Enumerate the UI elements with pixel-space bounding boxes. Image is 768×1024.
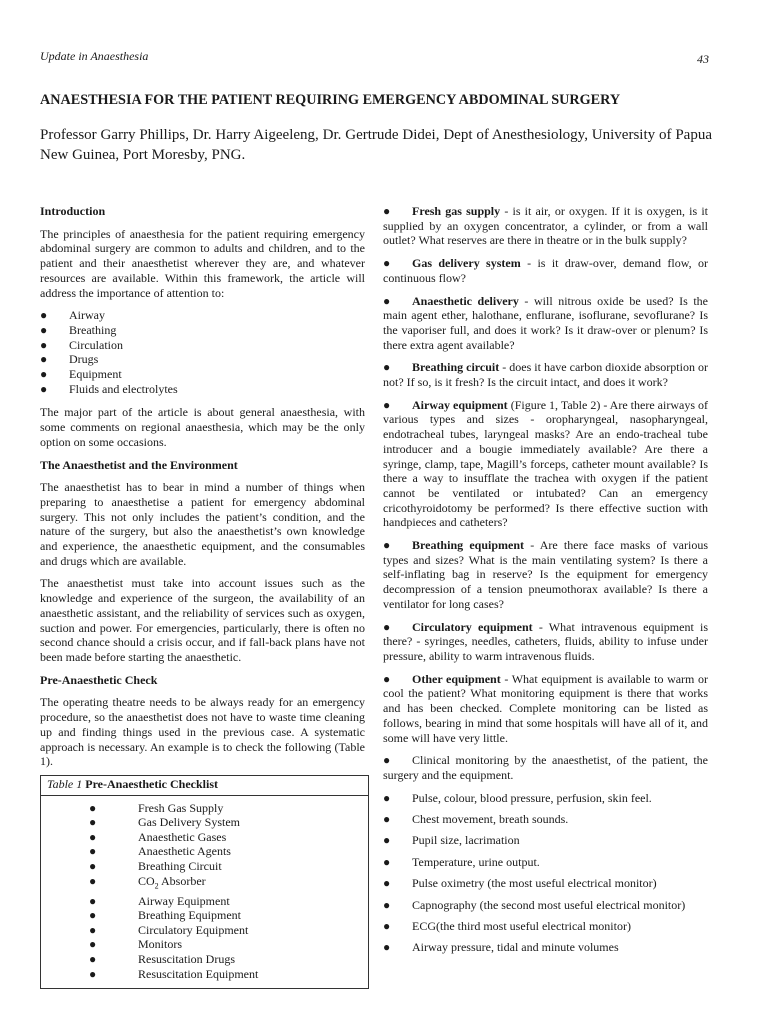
bullet-icon: ● xyxy=(89,858,97,873)
bullet-icon: ● xyxy=(40,352,48,367)
table-cell: Resuscitation Equipment xyxy=(138,966,259,981)
bullet-icon: ● xyxy=(383,812,391,826)
table-cell: Anaesthetic Gases xyxy=(138,829,227,844)
bullet-icon: ● xyxy=(89,873,97,888)
table-cell: Breathing Equipment xyxy=(138,908,241,923)
table-caption xyxy=(41,776,368,796)
table-row xyxy=(41,801,368,816)
list-item-text: Pulse, colour, blood pressure, perfusion, skin feel. xyxy=(412,790,652,805)
checklist-paragraph-anaesthetic-delivery: ● Anaesthetic delivery - will nitrous oxide be used? Is the main agent ether, halothane, enflurane, isoflurane, sevoflurane? Is the vaporiser full, and does it work? Is it draw-over or plenum? Is there extra agent available? xyxy=(383,293,708,352)
table-row xyxy=(41,952,368,967)
bullet-icon: ● xyxy=(383,854,391,869)
intro-paragraph-1: The principles of anaesthesia for the patient requiring emergency abdominal surgery are common to adults and children, and to the patient and their anaesthetist wherever they are, and whatever resources are available. Within this framework, the article will address the importance of attention to: xyxy=(40,226,365,300)
monitoring-list xyxy=(383,791,708,955)
checklist-paragraph-other-equipment: ● Other equipment - What equipment is available to warm or cool the patient? What monitoring equipment is there that works and has been checked. Complete monitoring can be listed as follows, bearing in mind that some hospitals will have all of it, and some will have very little. xyxy=(383,671,708,745)
table-cell: Fresh Gas Supply xyxy=(138,800,224,815)
list-item xyxy=(40,323,365,338)
list-item-text: Fluids and electrolytes xyxy=(69,381,178,396)
list-item xyxy=(383,919,708,934)
checklist xyxy=(41,796,368,989)
table-cell: Resuscitation Drugs xyxy=(138,951,235,966)
bullet-icon: ● xyxy=(383,397,391,412)
bullet-icon: ● xyxy=(383,940,391,955)
bullet-icon: ● xyxy=(383,619,391,634)
subscript: 2 xyxy=(154,880,159,890)
bullet-icon: ● xyxy=(89,908,97,923)
right-column xyxy=(383,204,708,962)
list-item-text: Pupil size, lacrimation xyxy=(412,833,520,848)
bullet-icon: ● xyxy=(383,360,391,375)
table-label: Table 1 xyxy=(47,776,83,791)
table-cell: Monitors xyxy=(138,937,183,952)
bullet-icon: ● xyxy=(89,966,97,981)
article-authors: Professor Garry Phillips, Dr. Harry Aigeeleng, Dr. Gertrude Didei, Dept of Anesthesiology, University of Papua New Guinea, Port Moresby, PNG. xyxy=(40,127,712,163)
table-row xyxy=(41,874,368,894)
bullet-icon: ● xyxy=(89,951,97,966)
bullet-icon: ● xyxy=(40,322,48,337)
list-item-text: Drugs xyxy=(69,352,99,367)
left-column xyxy=(40,204,365,989)
intro-heading: Introduction xyxy=(40,204,106,218)
bullet-icon: ● xyxy=(40,308,48,323)
bullet-icon: ● xyxy=(89,815,97,830)
table-cell: Anaesthetic Agents xyxy=(138,844,231,859)
checklist-paragraph-circulatory-equipment: ● Circulatory equipment - What intravenous equipment is there? - syringes, needles, catheters, fluids, ability to infuse under pressure, ability to warm intravenous fluids. xyxy=(383,619,708,663)
table-row xyxy=(41,937,368,952)
environment-paragraph-1: The anaesthetist has to bear in mind a number of things when preparing to anaesthetise a patient for emergency abdominal surgery. This not only includes the patient’s condition, and the nature of the surgery, but also the anaesthetist’s own knowledge and experience, the anaesthetic equipment, and the consumables and drugs which are available. xyxy=(40,480,365,568)
table-row xyxy=(41,894,368,909)
table-cell: Breathing Circuit xyxy=(138,858,222,873)
list-item xyxy=(383,940,708,955)
attention-list xyxy=(40,308,365,396)
list-item-text: ECG(the third most useful electrical monitor) xyxy=(412,918,631,933)
bullet-icon: ● xyxy=(40,381,48,396)
bullet-icon: ● xyxy=(383,204,391,218)
checklist-paragraph-breathing-equipment: ● Breathing equipment - Are there face masks of various types and sizes? What is the main ventilating system? Is there a self-inflating bag in reserve? Is the equipment for emergency decompression of a tension pneumothorax available? Is there a ventilator for long cases? xyxy=(383,538,708,611)
list-item xyxy=(383,876,708,891)
list-item xyxy=(40,352,365,367)
environment-heading: The Anaesthetist and the Environment xyxy=(40,457,238,472)
bullet-icon: ● xyxy=(40,367,48,382)
list-item xyxy=(383,812,708,827)
bullet-icon: ● xyxy=(383,833,391,848)
list-item xyxy=(40,367,365,382)
checklist-table xyxy=(40,775,369,989)
bullet-icon: ● xyxy=(89,829,97,844)
table-title: Pre-Anaesthetic Checklist xyxy=(85,776,218,791)
table-row xyxy=(41,815,368,830)
list-item-text: Airway pressure, tidal and minute volumes xyxy=(412,940,619,955)
bullet-icon: ● xyxy=(89,937,97,952)
list-item xyxy=(383,898,708,913)
intro-paragraph-2: The major part of the article is about general anaesthesia, with some comments on regional anaesthesia, which may be the only option on some occasions. xyxy=(40,405,365,449)
table-cell: Circulatory Equipment xyxy=(138,922,249,937)
list-item-text: Circulation xyxy=(69,337,123,352)
list-item-text: Capnography (the second most useful electrical monitor) xyxy=(412,897,686,912)
list-item xyxy=(383,833,708,848)
table-cell: Gas Delivery System xyxy=(138,815,240,830)
page-number: 43 xyxy=(697,52,709,66)
bullet-icon: ● xyxy=(383,753,391,768)
bullet-icon: ● xyxy=(383,876,391,891)
checklist-paragraph-airway-equipment: ● Airway equipment (Figure 1, Table 2) - Are there airways of various types and sizes - oropharyngeal, nasopharyngeal, endotracheal tubes, laryngeal masks? Are an endo-tracheal tube introducer and a bougie immediately available? Are there a syringe, clamp, tape, Magill’s forceps, catheter mount available? Is there a way to insufflate the trachea with oxygen if the patient cannot be ventilated or intubated? Can an emergency cricothyroidotomy be performed? Is there effective suction with handpieces and catheters? xyxy=(383,397,709,530)
table-cell: $CO_2$ Absorber xyxy=(138,873,206,890)
list-item xyxy=(40,382,365,397)
list-item-text: Airway xyxy=(69,308,105,323)
list-item-text: Chest movement, breath sounds. xyxy=(412,812,569,826)
bullet-icon: ● xyxy=(383,671,391,686)
list-item-text: Temperature, urine output. xyxy=(412,854,540,869)
bullet-icon: ● xyxy=(89,922,97,937)
bullet-icon: ● xyxy=(383,918,391,933)
list-item xyxy=(383,855,708,870)
table-row xyxy=(41,908,368,923)
list-item-text: Pulse oximetry (the most useful electrical monitor) xyxy=(412,876,657,891)
bullet-icon: ● xyxy=(89,844,97,859)
bullet-icon: ● xyxy=(40,337,48,352)
running-head: Update in Anaesthesia xyxy=(40,49,149,63)
bullet-icon: ● xyxy=(383,897,391,912)
table-row xyxy=(41,844,368,859)
list-item-text: Breathing xyxy=(69,322,117,337)
bullet-icon: ● xyxy=(383,256,391,271)
bullet-icon: ● xyxy=(89,893,97,908)
bullet-icon: ● xyxy=(383,538,391,553)
checklist-paragraph-breathing-circuit: ● Breathing circuit - does it have carbon dioxide absorption or not? If so, is it fresh? Is the circuit intact, and does it work? xyxy=(383,360,708,390)
checklist-paragraph-gas-delivery: ● Gas delivery system - is it draw-over, demand flow, or continuous flow? xyxy=(383,256,708,285)
list-item xyxy=(40,308,365,323)
table-row xyxy=(41,967,368,982)
table-row xyxy=(41,830,368,845)
bullet-icon: ● xyxy=(383,293,391,308)
list-item xyxy=(383,791,708,806)
environment-paragraph-2: The anaesthetist must take into account issues such as the knowledge and experience of the surgeon, the availability of an anaesthetic assistant, and the reliability of services such as oxygen, suction and power. For emergencies, particularly, there is often no second chance should a crisis occur, and if fall-back plans have not been made before starting the anaesthetic. xyxy=(40,576,365,664)
list-item-text: Equipment xyxy=(69,367,122,382)
pre-anaesthetic-heading: Pre-Anaesthetic Check xyxy=(40,672,158,687)
pre-anaesthetic-paragraph: The operating theatre needs to be always ready for an emergency procedure, so the anaesthetist does not have to waste time cleaning up and finding things used in the previous case. A systematic approach is necessary. An example is to check the following (Table 1). xyxy=(40,695,365,769)
table-row xyxy=(41,859,368,874)
table-cell: Airway Equipment xyxy=(138,893,230,908)
bullet-icon: ● xyxy=(383,790,391,805)
checklist-paragraph-fresh-gas: ● Fresh gas supply - is it air, or oxygen. If it is oxygen, is it supplied by an oxygen concentrator, a cylinder, or from a wall outlet? What reserves are there in theatre or in the bulk supply? xyxy=(383,204,709,248)
clinical-monitoring-paragraph: ● Clinical monitoring by the anaesthetist, of the patient, the surgery and the equipment. xyxy=(383,753,708,782)
list-item xyxy=(40,338,365,353)
table-row xyxy=(41,923,368,938)
bullet-icon: ● xyxy=(89,800,97,815)
article-title: ANAESTHESIA FOR THE PATIENT REQUIRING EMERGENCY ABDOMINAL SURGERY xyxy=(40,92,621,108)
